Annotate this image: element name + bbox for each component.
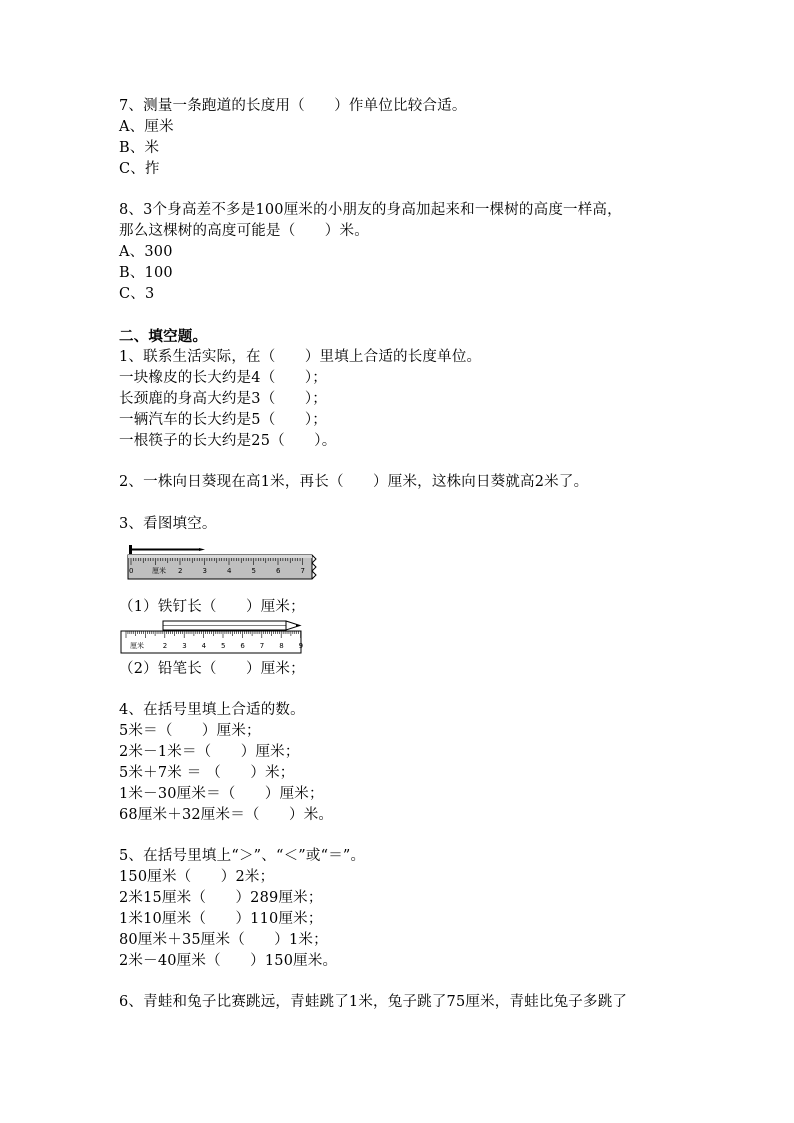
ruler2-tick-label: 7: [259, 642, 265, 650]
ruler2-tick-label: 9: [298, 642, 304, 650]
ruler-pencil-figure: [118, 618, 308, 656]
p4-stem: 4、在括号里填上合适的数。: [119, 702, 305, 718]
ruler1-break: [312, 555, 316, 579]
p3-stem: 3、看图填空。: [119, 516, 217, 532]
ruler2-svg: [118, 618, 308, 656]
ruler1-tick-label: 3: [202, 567, 207, 575]
q7-option-c: C、拃: [119, 161, 160, 177]
ruler2-unit-label: 厘米: [130, 642, 144, 650]
q7-option-a: A、厘米: [119, 119, 174, 135]
q8-stem-line2: 那么这棵树的高度可能是（ ）米。: [119, 223, 369, 239]
p1-stem: 1、联系生活实际，在（ ）里填上合适的长度单位。: [119, 349, 482, 365]
p1-item-giraffe: 长颈鹿的身高大约是3（ ）；: [119, 391, 327, 407]
ruler1-tick-label: 4: [227, 567, 232, 575]
ruler1-tick-label: 5: [251, 567, 256, 575]
p5-item-3: 1米10厘米（ ）110厘米；: [119, 911, 323, 927]
p5-item-1: 150厘米（ ）2米；: [119, 869, 275, 885]
p2-stem: 2、一株向日葵现在高1米，再长（ ）厘米，这株向日葵就高2米了。: [119, 474, 589, 490]
ruler1-tick-label: 6: [276, 567, 281, 575]
p1-item-chopstick: 一根筷子的长大约是25（ ）。: [119, 433, 337, 449]
ruler2-caption: （2）铅笔长（ ）厘米；: [119, 661, 305, 677]
p4-item-5: 68厘米＋32厘米＝（ ）米。: [119, 807, 334, 823]
ruler1-unit-label: 厘米: [152, 567, 166, 575]
p5-item-5: 2米－40厘米（ ）150厘米。: [119, 953, 338, 969]
q7-stem: 7、测量一条跑道的长度用（ ）作单位比较合适。: [119, 98, 467, 114]
ruler2-tick-label: 6: [240, 642, 245, 650]
p4-item-3: 5米＋7米 ＝ （ ）米；: [119, 765, 295, 781]
ruler-nail-figure: [125, 542, 320, 582]
ruler2-tick-label: 2: [162, 642, 168, 650]
p5-stem: 5、在括号里填上“＞”、“＜”或“＝”。: [119, 848, 366, 864]
q7-option-b: B、米: [119, 140, 160, 156]
ruler2-tick-label: 3: [182, 642, 187, 650]
p4-item-4: 1米－30厘米＝（ ）厘米；: [119, 786, 324, 802]
q8-option-c: C、3: [119, 286, 155, 302]
section2-heading: 二、填空题。: [119, 328, 208, 345]
p4-item-2: 2米－1米＝（ ）厘米；: [119, 744, 300, 760]
ruler1-svg: [125, 542, 320, 582]
p1-item-car: 一辆汽车的长大约是5（ ）；: [119, 412, 327, 428]
pencil-icon: [163, 621, 300, 630]
p5-item-2: 2米15厘米（ ）289厘米；: [119, 890, 323, 906]
ruler2-tick-label: 8: [279, 642, 284, 650]
p6-stem: 6、青蛙和兔子比赛跳远，青蛙跳了1米，兔子跳了75厘米，青蛙比兔子多跳了: [119, 994, 628, 1010]
ruler1-tick-label: 7: [300, 567, 305, 575]
ruler1-tick-label: 2: [178, 567, 183, 575]
p4-item-1: 5米＝（ ）厘米；: [119, 723, 261, 739]
q8-stem-line1: 8、3个身高差不多是100厘米的小朋友的身高加起来和一棵树的高度一样高，: [119, 202, 622, 218]
ruler1-edge: [128, 555, 312, 558]
nail-icon: [129, 545, 205, 554]
ruler1-caption: （1）铁钉长（ ）厘米；: [119, 599, 305, 615]
ruler2-tick-label: 4: [201, 642, 207, 650]
ruler1-tick-label: 0: [129, 567, 134, 575]
ruler2-body: [121, 631, 304, 653]
p5-item-4: 80厘米＋35厘米（ ）1米；: [119, 932, 328, 948]
q8-option-a: A、300: [119, 244, 173, 260]
q8-option-b: B、100: [119, 265, 173, 281]
ruler2-tick-label: 5: [221, 642, 226, 650]
p1-item-eraser: 一块橡皮的长大约是4（ ）；: [119, 370, 327, 386]
